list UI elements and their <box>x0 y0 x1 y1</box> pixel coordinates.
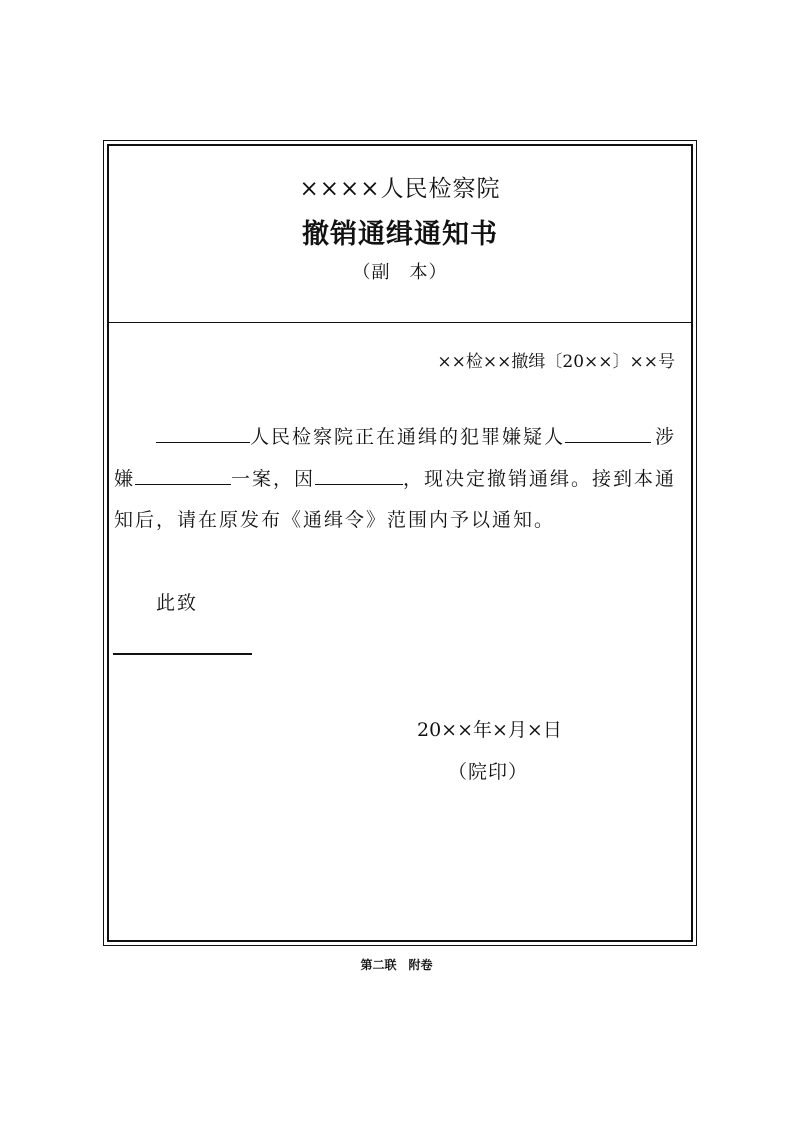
agency-name: ××××人民检察院 <box>299 176 501 202</box>
body-line-2: 嫌 一案，因 ，现决定撤销通缉。接到本通 <box>114 468 677 490</box>
recipient-blank[interactable] <box>113 653 252 655</box>
document-title: 撤销通缉通知书 <box>302 219 498 250</box>
seal-label: （院印） <box>448 761 529 783</box>
salutation: 此致 <box>156 592 199 614</box>
case-name-blank[interactable] <box>135 466 231 485</box>
body-line-1: 人民检察院正在通缉的犯罪嫌疑人 涉 <box>156 424 676 449</box>
header-divider <box>107 322 693 323</box>
copy-type: （副 本） <box>352 262 448 283</box>
procuratorate-blank[interactable] <box>156 424 250 443</box>
footer-copy-label: 第二联 附卷 <box>360 958 433 972</box>
document-number: ××检××撤缉〔20××〕××号 <box>437 352 675 372</box>
issue-date: 20××年×月×日 <box>417 719 562 741</box>
suspect-name-blank[interactable] <box>565 424 651 443</box>
body-line-3: 知后，请在原发布《通缉令》范围内予以通知。 <box>114 509 556 531</box>
reason-blank[interactable] <box>315 466 403 485</box>
